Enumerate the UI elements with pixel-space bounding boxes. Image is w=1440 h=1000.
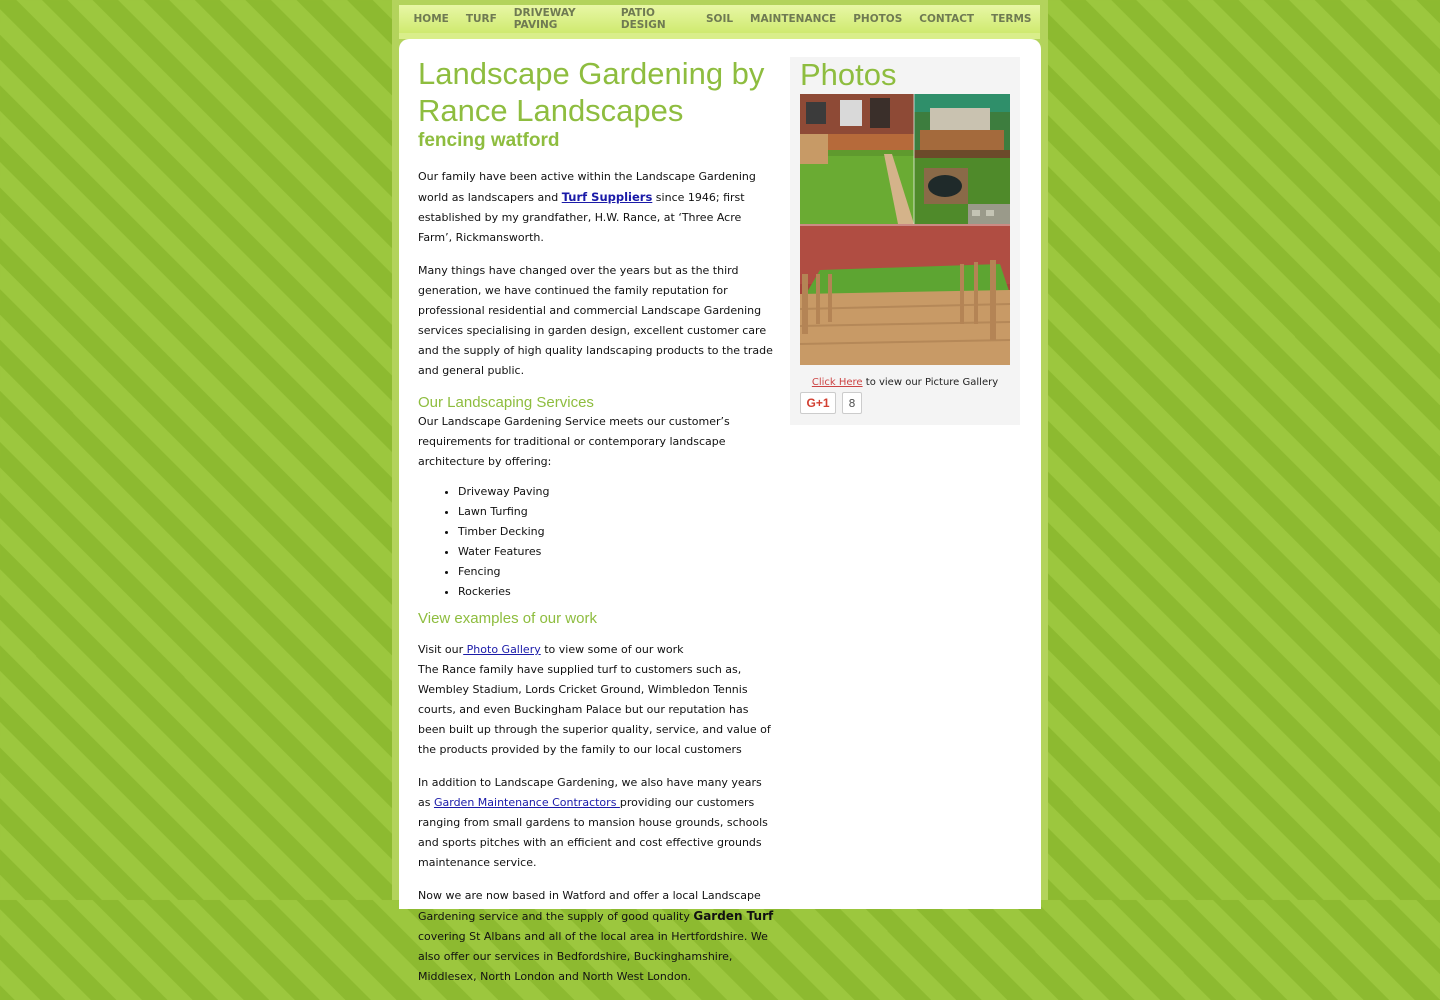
nav-home[interactable]: HOME — [413, 13, 449, 25]
nav-turf[interactable]: TURF — [465, 13, 497, 25]
maintenance-paragraph: In addition to Landscape Gardening, we also have many years as Garden Maintenance Contractors providing our customers ranging from small gardens to mansion house grounds, schools and sports pitches with an efficient and cost effective grounds maintenance service. — [418, 776, 768, 869]
services-list — [418, 482, 774, 602]
nav-contact[interactable]: CONTACT — [919, 13, 975, 25]
nav-maintenance[interactable]: MAINTENANCE — [750, 13, 837, 25]
main-content — [418, 55, 774, 1000]
garden-turf-strong: Garden Turf — [693, 909, 774, 923]
page-title: Landscape Gardening by Rance Landscapes — [418, 56, 765, 128]
nav-driveway-paving[interactable]: DRIVEWAY PAVING — [513, 7, 576, 31]
gallery-caption: Click Here to view our Picture Gallery — [811, 377, 999, 388]
nav-patio-design[interactable]: PATIO DESIGN — [620, 7, 666, 31]
watford-paragraph: Now we are now based in Watford and offer a local Landscape Gardening service and the supply of good quality Garden Turf covering St Albans and all of the local area in Hertfordshire. We also offer our services in Bedfordshire, Buckinghamshire, Middlesex, North London and North West London. — [418, 889, 774, 983]
rance-family-paragraph: The Rance family have supplied turf to customers such as, Wembley Stadium, Lords Cricket Ground, Wimbledon Tennis courts, and even Buckingham Palace but our reputation has been built up through the superior quality, service, and value of the products provided by the family to our local customers — [418, 663, 771, 756]
garden-maintenance-link[interactable]: Garden Maintenance Contractors — [433, 796, 620, 809]
nav-photos[interactable]: PHOTOS — [853, 13, 903, 25]
list-item: • Timber Decking — [458, 522, 774, 542]
page-subtitle: fencing watford — [418, 130, 560, 151]
list-item: • Driveway Paving — [458, 482, 774, 502]
click-here-link[interactable]: Click Here — [811, 377, 863, 388]
history-paragraph: Many things have changed over the years but as the third generation, we have continued the family reputation for professional residential and commercial Landscape Gardening services specialising in garden design, excellent customer care and the supply of high quality landscaping products to the trade and general public. — [418, 264, 773, 377]
list-item: • Rockeries — [458, 582, 774, 602]
google-plus-button[interactable]: G+1 — [800, 392, 836, 414]
list-item: • Water Features — [458, 542, 774, 562]
photo-gallery-link[interactable]: Photo Gallery — [463, 643, 541, 656]
garden-photo-collage[interactable] — [800, 94, 1010, 365]
sidebar-title: Photos — [800, 57, 897, 92]
turf-suppliers-link[interactable]: Turf Suppliers — [561, 190, 653, 204]
visit-paragraph: Visit our Photo Gallery to view some of our work — [418, 643, 684, 656]
photos-sidebar — [790, 57, 1020, 425]
garden-photo-image — [800, 94, 1010, 365]
main-nav — [399, 5, 1040, 33]
services-heading: Our Landscaping Services — [418, 394, 594, 411]
google-plus-widget — [800, 392, 862, 414]
nav-terms[interactable]: TERMS — [991, 13, 1032, 25]
page-shell — [392, 0, 1048, 983]
google-plus-count: 8 — [842, 392, 862, 414]
list-item: • Fencing — [458, 562, 774, 582]
examples-heading: View examples of our work — [418, 610, 597, 627]
list-item: • Lawn Turfing — [458, 502, 774, 522]
services-intro: Our Landscape Gardening Service meets our customer’s requirements for traditional or contemporary landscape architecture by offering: — [418, 415, 730, 468]
intro-paragraph: Our family have been active within the Landscape Gardening world as landscapers and Turf Suppliers since 1946; first established by my grandfather, H.W. Rance, at ‘Three Acre Farm’, Rickmansworth. — [418, 170, 756, 244]
nav-soil[interactable]: SOIL — [705, 13, 734, 25]
